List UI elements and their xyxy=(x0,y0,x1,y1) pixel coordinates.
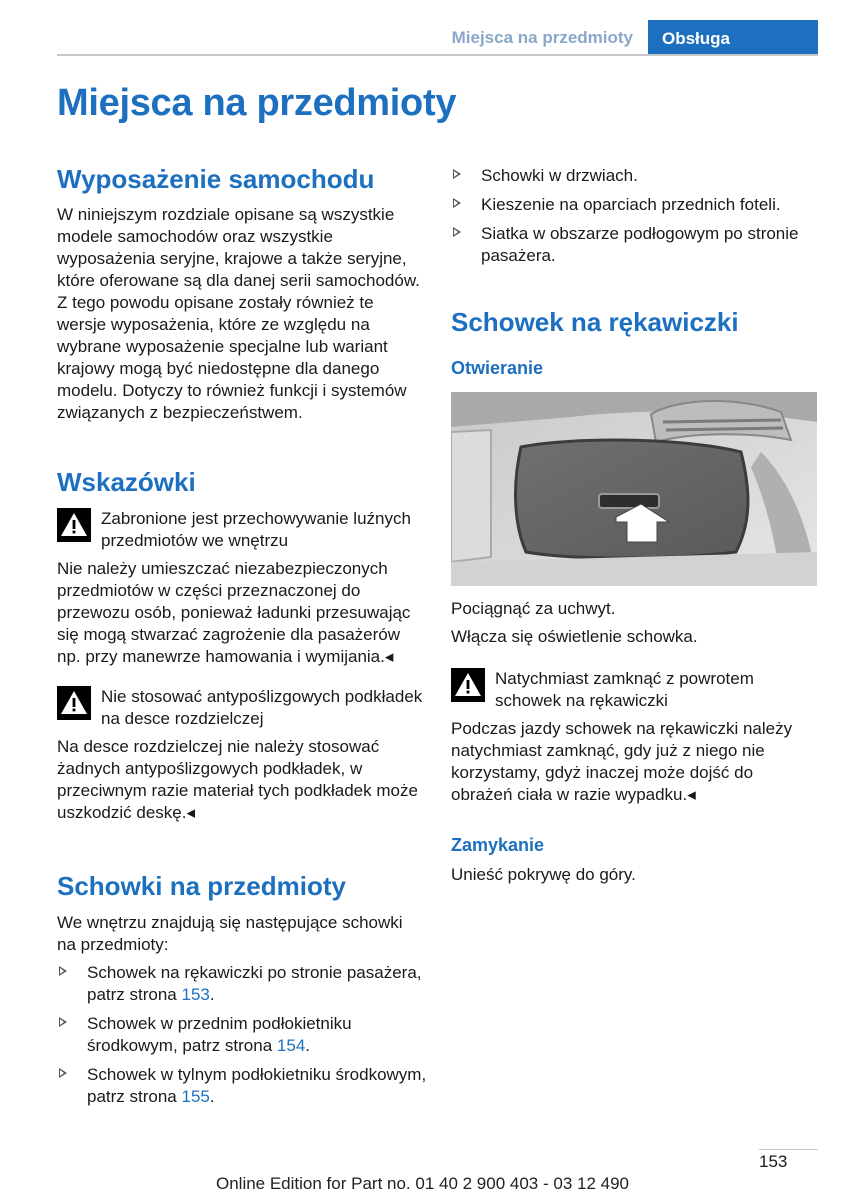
paragraph-loose-objects: Nie należy umieszczać niezabezpieczonych przedmiotów w części przeznaczonej do przewozu osób, ponieważ ładunki przesuwając się mogą stwarzać zagrożenie dla pasażerów np. przy manewrze hamowania i wymijania.◂ xyxy=(57,559,411,666)
list-item-text: Schowki w drzwiach. xyxy=(481,166,638,185)
header-rule xyxy=(57,54,818,56)
page-title: Miejsca na przedmioty xyxy=(57,82,457,124)
glove-box-photo xyxy=(451,392,817,586)
list-item xyxy=(451,194,821,216)
bullet-arrow-icon xyxy=(59,1068,67,1078)
list-item-end: . xyxy=(305,1036,311,1055)
bullet-arrow-icon xyxy=(59,1017,67,1027)
bullet-arrow-icon xyxy=(453,198,461,208)
list-item-text: Siatka w obszarze podłogowym po stronie pasażera. xyxy=(481,224,799,265)
list-item-end: . xyxy=(209,1087,215,1106)
page-link[interactable]: 155 xyxy=(181,1087,210,1106)
list-item-text: Schowek w tylnym podłokietniku środkowym, patrz strona xyxy=(87,1065,427,1106)
warning-triangle-icon xyxy=(57,508,91,542)
bullet-arrow-icon xyxy=(453,227,461,237)
list-item-text: Kieszenie na oparciach przednich foteli. xyxy=(481,195,781,214)
paragraph-storage-intro: We wnętrzu znajdują się następujące schowki na przedmioty: xyxy=(57,913,403,954)
list-item-text: Schowek w przednim podłokietniku środkowym, patrz strona xyxy=(87,1014,352,1055)
list-item xyxy=(451,223,821,267)
storage-list-continued xyxy=(451,165,821,274)
page-link[interactable]: 154 xyxy=(276,1036,306,1055)
bullet-arrow-icon xyxy=(453,169,461,179)
heading-glove-box: Schowek na rękawiczki xyxy=(451,307,739,337)
paragraph-close-glove-box: Podczas jazdy schowek na rękawiczki należy natychmiast zamknąć, gdy już z niego nie korzystamy, gdyż inaczej może dojść do obrażeń ciała w razie wypadku.◂ xyxy=(451,719,793,804)
heading-storage-compartments: Schowki na przedmioty xyxy=(57,871,346,901)
list-item-text: Schowek na rękawiczki po stronie pasażera, patrz strona xyxy=(87,963,422,1004)
heading-closing: Zamykanie xyxy=(451,835,545,855)
paragraph-anti-slip-mats: Na desce rozdzielczej nie należy stosować żadnych antypoślizgowych podkładek, w przeciwnym razie materiał tych podkładek może uszkodzić deskę.◂ xyxy=(57,737,418,822)
page-number-rule xyxy=(759,1149,818,1150)
warning-loose-objects-title: Zabronione jest przechowywanie luźnych przedmiotów we wnętrzu xyxy=(101,509,411,550)
page-link[interactable]: 153 xyxy=(181,985,210,1004)
heading-notes: Wskazówki xyxy=(57,467,196,497)
warning-close-glove-box-title: Natychmiast zamknąć z powrotem schowek na rękawiczki xyxy=(495,669,754,710)
list-item xyxy=(57,1064,427,1108)
paragraph-closing: Unieść pokrywę do góry. xyxy=(451,865,636,884)
warning-anti-slip-mats-title: Nie stosować antypoślizgowych podkładek na desce rozdzielczej xyxy=(101,687,423,728)
footer-edition: Online Edition for Part no. 01 40 2 900 403 - 03 12 490 xyxy=(215,1174,629,1193)
instruction-light-on: Włącza się oświetlenie schowka. xyxy=(451,627,698,646)
heading-vehicle-equipment: Wyposażenie samochodu xyxy=(57,164,375,194)
list-item-end: . xyxy=(209,985,215,1004)
page-number: 153 xyxy=(759,1152,788,1171)
warning-anti-slip-mats xyxy=(57,686,427,730)
warning-loose-objects xyxy=(57,508,427,552)
list-item xyxy=(57,962,427,1006)
warning-triangle-icon xyxy=(57,686,91,720)
bullet-arrow-icon xyxy=(59,966,67,976)
header-chapter-tab: Obsługa xyxy=(648,20,818,56)
paragraph-vehicle-equipment: W niniejszym rozdziale opisane są wszystkie modele samochodów oraz wszystkie wyposażenia seryjne, krajowe a także seryjne, które oferowane są dla danej serii samochodów. Z tego powodu opisane zostały również te wersje wyposażenia, które ze względu na wybrane wyposażenie specjalne lub wariant krajowy mogą być niedostępne dla danego modelu. Dotyczy to również funkcji i systemów związanych z bezpieczeństwem. xyxy=(57,205,420,422)
list-item xyxy=(57,1013,427,1057)
instruction-pull-handle: Pociągnąć za uchwyt. xyxy=(451,599,616,618)
warning-close-glove-box xyxy=(451,668,821,712)
list-item xyxy=(451,165,821,187)
heading-opening: Otwieranie xyxy=(451,358,544,378)
warning-triangle-icon xyxy=(451,668,485,702)
storage-list xyxy=(57,962,427,1115)
header-section-title: Miejsca na przedmioty xyxy=(451,28,633,47)
